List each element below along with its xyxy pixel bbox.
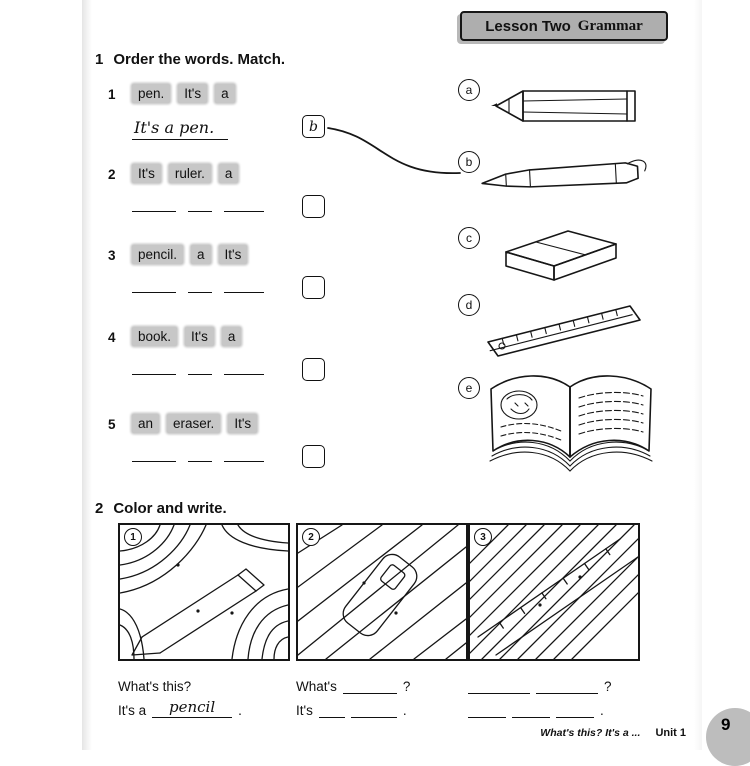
word-tile: It's — [178, 84, 207, 103]
question-prefix: What's — [296, 679, 337, 694]
word-tile: a — [215, 84, 235, 103]
question-blank[interactable] — [536, 680, 598, 694]
panel-number-label: 2 — [308, 531, 314, 543]
answer-blank[interactable] — [224, 279, 264, 293]
panel-number — [302, 528, 320, 546]
answer-blank[interactable] — [188, 279, 212, 293]
hidden-pen-picture — [298, 525, 466, 659]
word-tile: an — [132, 414, 159, 433]
footer-unit: Unit 1 — [655, 727, 686, 739]
lesson-badge — [460, 11, 668, 41]
question-line — [296, 670, 476, 694]
letter-label: e — [465, 381, 473, 395]
ruler-illustration — [480, 296, 656, 366]
eraser-illustration — [490, 222, 626, 292]
page-footer — [400, 727, 686, 739]
answer-blank[interactable] — [132, 361, 176, 375]
picture-letter-a — [458, 79, 480, 101]
word-tile: It's — [185, 327, 214, 346]
coloring-panel-3[interactable] — [468, 523, 640, 661]
answer-line — [132, 361, 264, 375]
word-tiles — [132, 327, 241, 346]
word-tile: ruler. — [169, 164, 211, 183]
word-tile: pencil. — [132, 245, 183, 264]
letter-label: a — [465, 83, 473, 97]
answer-fill-blank[interactable] — [152, 698, 232, 718]
answer-end: . — [238, 703, 242, 718]
written-word: pencil — [169, 698, 216, 716]
answer-blank[interactable] — [188, 198, 212, 212]
exercise1-item-4 — [108, 327, 348, 397]
item-number: 3 — [108, 248, 116, 263]
item-number: 4 — [108, 330, 116, 345]
caption-panel-1 — [118, 670, 298, 718]
hidden-pencil-picture — [120, 525, 288, 659]
item-number: 5 — [108, 417, 116, 432]
match-box-4[interactable] — [302, 358, 325, 381]
answer-line — [468, 694, 648, 718]
word-tile: It's — [132, 164, 161, 183]
exercise2-number: 2 — [95, 500, 104, 517]
word-tile: It's — [228, 414, 257, 433]
exercise1-title: Order the words. Match. — [113, 51, 286, 68]
answer-blank[interactable] — [188, 448, 212, 462]
question-end: ? — [402, 679, 411, 694]
panel-number — [124, 528, 142, 546]
page-number: 9 — [721, 715, 731, 734]
match-letter: b — [309, 118, 318, 135]
answer-line — [132, 198, 264, 212]
picture-letter-c — [458, 227, 480, 249]
answer-line — [132, 118, 228, 140]
answer-blank[interactable] — [224, 361, 264, 375]
answer-blank[interactable] — [132, 279, 176, 293]
page-edge-shadow-left — [82, 0, 92, 750]
answer-blank[interactable] — [188, 361, 212, 375]
answer-blank[interactable] — [351, 704, 397, 718]
exercise1-item-1 — [108, 84, 348, 154]
pencil-illustration — [487, 82, 645, 132]
match-box-1[interactable] — [302, 115, 325, 138]
panel-number-label: 3 — [480, 531, 486, 543]
answer-prefix: It's — [296, 703, 313, 718]
exercise1-item-5 — [108, 414, 348, 484]
answer-line — [296, 694, 476, 718]
word-tile: book. — [132, 327, 177, 346]
page-edge-shadow-right — [694, 0, 702, 750]
caption-panel-2 — [296, 670, 476, 718]
exercise1-number: 1 — [95, 51, 104, 68]
word-tile: a — [191, 245, 211, 264]
word-tile: pen. — [132, 84, 170, 103]
answer-end: . — [600, 703, 604, 718]
letter-label: d — [465, 298, 473, 312]
panel-number-label: 1 — [130, 531, 136, 543]
question-end: ? — [604, 679, 612, 694]
footer-phrase: What's this? It's a ... — [540, 727, 641, 739]
pen-illustration — [477, 153, 655, 202]
match-curve-line — [324, 118, 464, 188]
word-tile: a — [222, 327, 242, 346]
match-box-3[interactable] — [302, 276, 325, 299]
book-illustration — [477, 365, 659, 490]
question-blank[interactable] — [468, 680, 530, 694]
question-line — [118, 670, 298, 694]
question-text: What's this? — [118, 679, 192, 694]
hidden-ruler-picture — [470, 525, 638, 659]
word-tiles — [132, 414, 257, 433]
item-number: 1 — [108, 87, 116, 102]
match-box-2[interactable] — [302, 195, 325, 218]
word-tiles — [132, 164, 238, 183]
question-blank[interactable] — [343, 680, 397, 694]
caption-panel-3 — [468, 670, 648, 718]
exercise1-item-3 — [108, 245, 348, 315]
coloring-panel-1[interactable] — [118, 523, 290, 661]
item-number: 2 — [108, 167, 116, 182]
answer-blank[interactable] — [224, 448, 264, 462]
word-tiles — [132, 245, 247, 264]
answer-line — [132, 279, 264, 293]
letter-label: c — [466, 231, 472, 245]
answer-blank[interactable] — [132, 448, 176, 462]
answer-blank[interactable] — [512, 704, 550, 718]
exercise1-item-2 — [108, 164, 348, 234]
match-box-5[interactable] — [302, 445, 325, 468]
panel-number — [474, 528, 492, 546]
answer-blank[interactable] — [319, 704, 345, 718]
word-tile: eraser. — [167, 414, 220, 433]
exercise1-header — [95, 51, 285, 68]
lesson-subtitle: Grammar — [577, 17, 643, 34]
answer-blank[interactable] — [224, 198, 264, 212]
answer-prefix: It's a — [118, 703, 147, 718]
answer-blank[interactable] — [468, 704, 506, 718]
answer-line — [132, 448, 264, 462]
written-answer: It's a pen. — [132, 118, 228, 140]
question-line — [468, 670, 648, 694]
exercise2-title: Color and write. — [113, 500, 227, 517]
word-tile: It's — [219, 245, 248, 264]
answer-blank[interactable] — [132, 198, 176, 212]
word-tiles — [132, 84, 235, 103]
page-number-circle — [706, 708, 750, 766]
letter-label: b — [465, 155, 473, 169]
answer-line — [118, 694, 298, 718]
answer-blank[interactable] — [556, 704, 594, 718]
exercise2-header — [95, 500, 227, 517]
picture-letter-d — [458, 294, 480, 316]
coloring-panel-2[interactable] — [296, 523, 468, 661]
lesson-title: Lesson Two — [485, 17, 571, 35]
word-tile: a — [219, 164, 239, 183]
answer-end: . — [402, 703, 407, 718]
